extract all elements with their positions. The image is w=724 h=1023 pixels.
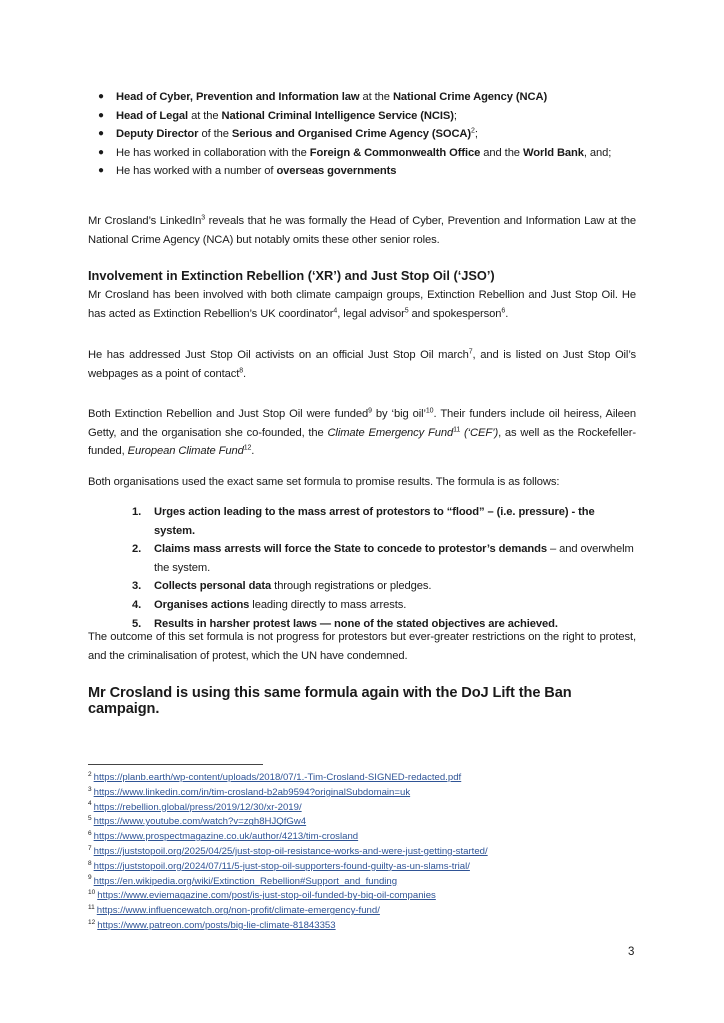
step-text <box>154 580 431 592</box>
footnote-reference: 4 <box>333 306 338 314</box>
footnote-item <box>88 889 488 904</box>
bold-text: World Bank <box>522 146 584 159</box>
footnote-number: 5 <box>88 815 92 823</box>
bullet-item <box>88 107 636 126</box>
text-run: . <box>243 367 247 380</box>
jso-paragraph <box>88 346 636 383</box>
bullet-text <box>116 128 478 140</box>
section-heading: Involvement in Extinction Rebellion (‘XR’) and Just Stop Oil (‘JSO’) <box>88 268 495 283</box>
text-run: ; <box>474 128 478 141</box>
footnote-number: 10 <box>88 889 96 897</box>
footnote-link[interactable]: https://rebellion.global/press/2019/12/30/xr-2019/ <box>93 801 302 813</box>
footnote-link[interactable]: https://en.wikipedia.org/wiki/Extinction_Rebellion#Support_and_funding <box>93 875 398 887</box>
text-run: at the <box>359 91 393 103</box>
footnote-reference: 7 <box>468 348 473 356</box>
bold-text: Serious and Organised Crime Agency (SOCA) <box>231 128 472 141</box>
text-run: Mr Crosland’s LinkedIn <box>88 215 202 227</box>
formula-step <box>132 577 638 596</box>
text-run: He has worked with a number of <box>116 165 277 178</box>
step-text <box>154 543 634 574</box>
bullet-icon: ● <box>98 146 104 158</box>
footnote-number: 3 <box>88 785 92 793</box>
footnote-item <box>88 845 488 860</box>
footnote-number: 8 <box>88 859 92 867</box>
footnote-number: 12 <box>88 918 96 926</box>
bullet-icon: ● <box>98 91 104 102</box>
text-run: ; <box>453 109 457 122</box>
page-number: 3 <box>628 946 635 958</box>
footnote-link[interactable]: https://planb.earth/wp-content/uploads/2018/07/1.-Tim-Crosland-SIGNED-redacted.pdf <box>93 772 462 783</box>
bullet-text <box>116 91 547 103</box>
text-run: and the <box>480 146 523 159</box>
text-run: of the <box>198 128 232 141</box>
step-text <box>154 506 595 537</box>
footnote-item <box>88 919 488 934</box>
footnote-item <box>88 860 488 875</box>
footnote-item <box>88 830 488 845</box>
bullet-icon: ● <box>98 165 104 177</box>
roles-bullet-list <box>88 88 636 181</box>
bullet-text <box>116 147 611 159</box>
text-run: Mr Crosland has been involved with both climate campaign groups, Extinction Rebellion and Just Stop Oil. He has acted as Extinction Rebellion’s UK coordinator <box>88 289 636 320</box>
footnote-reference: 5 <box>404 306 409 314</box>
bold-text: overseas governments <box>276 165 397 178</box>
footnote-item <box>88 875 488 890</box>
italic-text: (‘CEF’) <box>460 426 499 439</box>
involvement-paragraph <box>88 286 636 323</box>
footnote-number: 7 <box>88 844 92 852</box>
step-number: 3. <box>132 580 142 593</box>
bullet-item <box>88 125 636 144</box>
footnote-link[interactable]: https://www.linkedin.com/in/tim-crosland-b2ab9594?originalSubdomain=uk <box>93 786 411 798</box>
text-run: by ‘big oil’ <box>371 408 426 420</box>
footnote-link[interactable]: https://www.youtube.com/watch?v=zgh8HJQfGw4 <box>93 816 307 828</box>
footnote-number: 11 <box>88 903 95 911</box>
text-run: , legal advisor <box>337 307 405 320</box>
footnote-reference: 8 <box>239 366 244 374</box>
step-number: 4. <box>132 598 142 611</box>
footnote-reference: 11 <box>453 425 461 433</box>
footnote-reference: 12 <box>243 444 252 452</box>
bullet-item <box>88 162 636 181</box>
bullet-icon: ● <box>98 128 104 140</box>
outcome-paragraph: The outcome of this set formula is not progress for protestors but ever-greater restrictions on the right to protest, and the criminalisation of protest, which the UN have condemned. <box>88 631 636 662</box>
bullet-text <box>116 110 457 122</box>
bold-text: Results in harsher protest laws — none of the stated objectives are achieved. <box>154 617 558 630</box>
bold-text: Head of Legal <box>116 109 189 122</box>
text-run: leading directly to mass arrests. <box>249 598 407 611</box>
text-run: . <box>505 307 509 320</box>
formula-step <box>132 596 638 615</box>
funding-paragraph <box>88 405 636 461</box>
text-run: , as well as the Rockefeller-funded, <box>88 426 637 458</box>
footnote-link[interactable]: https://www.patreon.com/posts/big-lie-climate-81843353 <box>97 919 336 931</box>
bullet-icon: ● <box>98 109 104 121</box>
text-run: at the <box>188 109 222 122</box>
footnote-item <box>88 801 488 816</box>
footnotes-list <box>88 771 488 934</box>
footnote-number: 6 <box>88 830 92 837</box>
text-run: – and overwhelm the system. <box>154 543 634 574</box>
footnote-item <box>88 771 488 786</box>
text-run: He has addressed Just Stop Oil activists on an official Just Stop Oil march <box>88 349 469 361</box>
text-run: He has worked in collaboration with the <box>116 146 310 159</box>
footnote-number: 9 <box>88 874 92 882</box>
text-run: through registrations or pledges. <box>271 580 432 593</box>
formula-step <box>132 503 638 540</box>
text-run: , and; <box>583 146 612 159</box>
bullet-item <box>88 88 636 107</box>
footnote-number: 4 <box>88 800 92 808</box>
italic-text: Climate Emergency Fund <box>327 426 454 439</box>
bold-text: National Criminal Intelligence Service (NCIS) <box>221 109 454 122</box>
footnote-reference: 2 <box>471 127 475 135</box>
italic-text: European Climate Fund <box>127 445 244 458</box>
formula-step <box>132 540 638 577</box>
text-run: . Their funders include oil heiress, Aileen Getty, and the organisation she co-founded, the <box>88 408 636 439</box>
bold-text: National Crime Agency (NCA) <box>392 91 548 103</box>
linkedin-paragraph <box>88 212 636 249</box>
step-number: 5. <box>132 617 142 630</box>
formula-intro: Both organisations used the exact same set formula to promise results. The formula is as follows: <box>88 476 560 488</box>
step-text <box>154 599 406 611</box>
step-number: 1. <box>132 506 142 518</box>
footnote-link[interactable]: https://www.influencewatch.org/non-profit/climate-emergency-fund/ <box>96 905 380 917</box>
footnote-reference: 6 <box>501 306 506 314</box>
bullet-item <box>88 144 636 163</box>
footnote-item <box>88 904 488 919</box>
footnote-number: 2 <box>88 770 92 778</box>
bold-text: Deputy Director <box>116 128 199 141</box>
bold-text: Urges action leading to the mass arrest of protestors to “flood” – (i.e. pressure) - the system. <box>154 506 595 537</box>
formula-list <box>132 503 638 633</box>
footnote-link[interactable]: https://www.prospectmagazine.co.uk/author/4213/tim-crosland <box>93 831 359 843</box>
bullet-text <box>116 165 396 177</box>
footnote-reference: 10 <box>425 407 434 415</box>
text-run: Both Extinction Rebellion and Just Stop Oil were funded <box>88 408 369 420</box>
text-run: reveals that he was formally the Head of Cyber, Prevention and Information Law at the National Crime Agency (NCA) but notably omits these other senior roles. <box>88 215 637 246</box>
footnote-item <box>88 815 488 830</box>
footnote-link[interactable]: https://juststopoil.org/2025/04/25/just-stop-oil-resistance-works-and-were-just-getting-started/ <box>93 845 488 857</box>
bold-text: Foreign & Commonwealth Office <box>309 146 481 159</box>
bold-text: Head of Cyber, Prevention and Information law <box>116 91 360 103</box>
step-number: 2. <box>132 543 142 556</box>
bold-text: Collects personal data <box>154 580 272 593</box>
footnote-reference: 3 <box>201 214 206 222</box>
footnote-reference: 9 <box>368 407 372 415</box>
footnote-item <box>88 786 488 801</box>
text-run: and spokesperson <box>408 307 502 320</box>
conclusion-heading: Mr Crosland is using this same formula again with the DoJ Lift the Ban campaign. <box>88 685 572 717</box>
footnote-separator <box>88 764 263 765</box>
footnote-link[interactable]: https://juststopoil.org/2024/07/11/5-just-stop-oil-supporters-found-guilty-as-un-slams-trial/ <box>93 860 470 872</box>
bold-text: Claims mass arrests will force the State to concede to protestor’s demands <box>154 543 547 556</box>
text-run: . <box>251 445 255 458</box>
footnote-link[interactable]: https://www.eviemagazine.com/post/is-just-stop-oil-funded-by-big-oil-companies <box>97 890 436 902</box>
text-run: , and is listed on Just Stop Oil’s webpages as a point of contact <box>88 349 636 380</box>
bold-text: Organises actions <box>154 598 250 611</box>
